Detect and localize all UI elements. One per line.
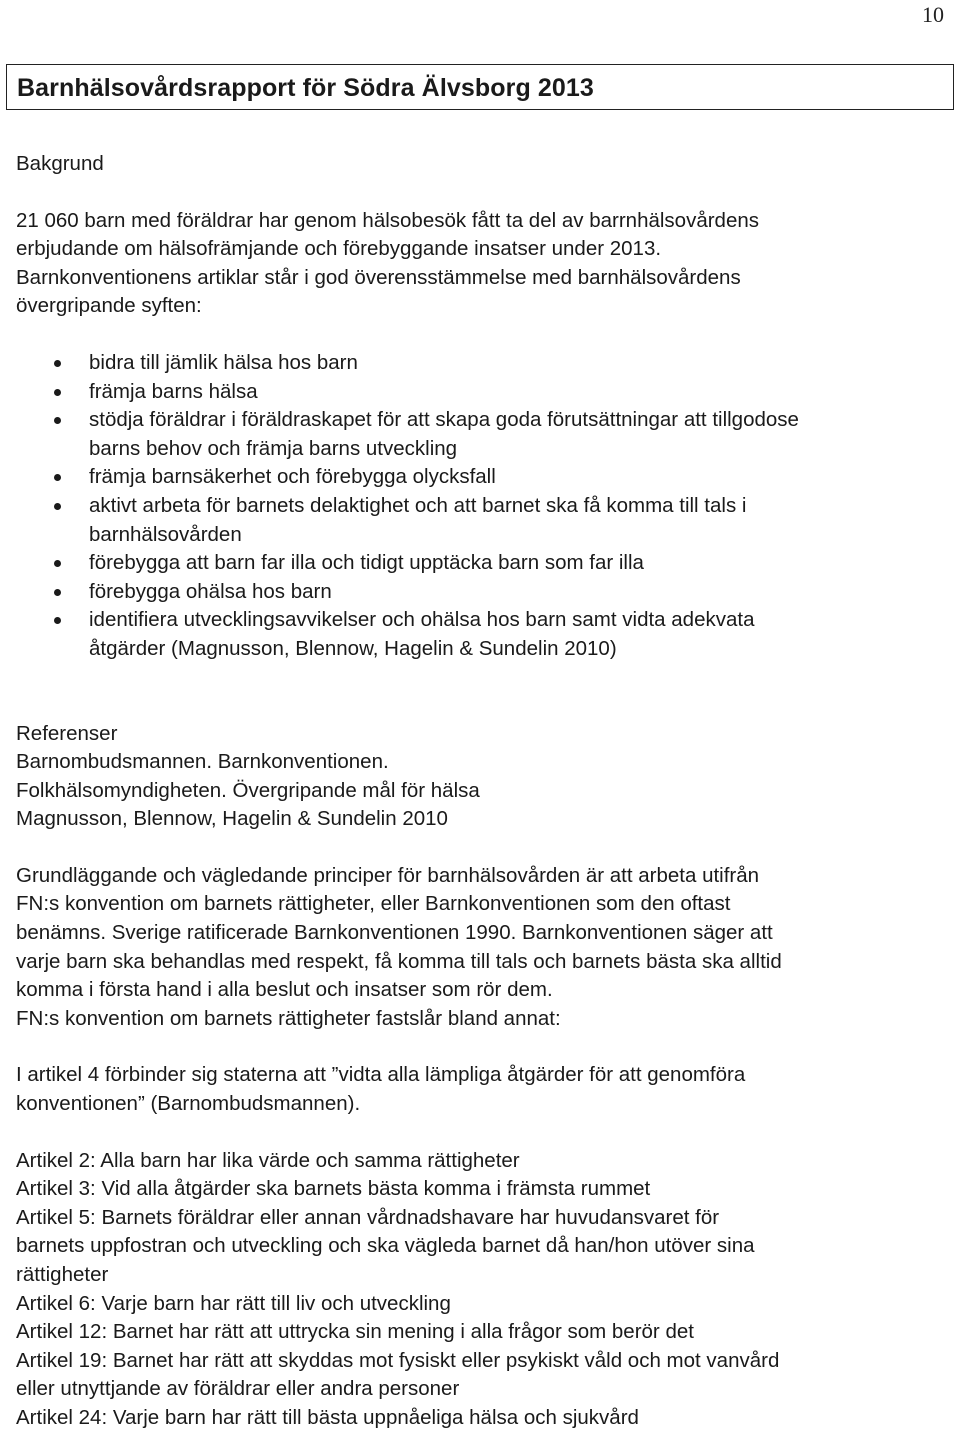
article-line: Artikel 5: Barnets föräldrar eller annan vårdnadshavare har huvudansvaret för (16, 1205, 720, 1229)
reference-item: Magnusson, Blennow, Hagelin & Sundelin 2010 (16, 807, 448, 831)
article-line: Artikel 19: Barnet har rätt att skyddas mot fysiskt eller psykiskt våld och mot vanvård (16, 1348, 780, 1372)
article-line: Artikel 6: Varje barn har rätt till liv och utveckling (16, 1291, 451, 1315)
intro-line: 21 060 barn med föräldrar har genom hälsobesök fått ta del av barrnhälsovårdens (16, 208, 760, 232)
list-item: förebygga ohälsa hos barn (16, 578, 946, 607)
bullet-icon (54, 617, 61, 624)
bullet-icon (54, 389, 61, 396)
bullet-icon (54, 474, 61, 481)
bullet-icon (54, 589, 61, 596)
article-line: Artikel 24: Varje barn har rätt till bästa uppnåeliga hälsa och sjukvård (16, 1405, 639, 1429)
background-heading: Bakgrund (16, 152, 104, 175)
intro-line: erbjudande om hälsofrämjande och förebyggande insatser under 2013. (16, 237, 662, 261)
list-item: främja barns hälsa (16, 378, 946, 407)
article-line: Artikel 2: Alla barn har lika värde och samma rättigheter (16, 1148, 520, 1172)
bullet-icon (54, 360, 61, 367)
references-list (16, 748, 946, 834)
reference-item: Barnombudsmannen. Barnkonventionen. (16, 750, 389, 774)
articles-list (16, 1147, 946, 1433)
article4-paragraph: I artikel 4 förbinder sig staterna att ”vidta alla lämpliga åtgärder för att genomföra konventionen” (Barnombudsmannen). (16, 1063, 746, 1116)
article-line: rättigheter (16, 1263, 109, 1286)
document-body (16, 150, 946, 1433)
article-line: eller utnyttjande av föräldrar eller andra personer (16, 1377, 460, 1401)
list-item: bidra till jämlik hälsa hos barn (16, 349, 946, 378)
intro-line: Barnkonventionens artiklar står i god överensstämmelse med barnhälsovårdens (16, 265, 741, 289)
page-number: 10 (922, 2, 944, 27)
list-item: aktivt arbeta för barnets delaktighet och att barnet ska få komma till tals i barnhälsovården (16, 492, 946, 549)
intro-line: övergripande syften: (16, 294, 202, 318)
bullet-icon (54, 503, 61, 510)
list-item: förebygga att barn far illa och tidigt upptäcka barn som far illa (16, 549, 946, 578)
reference-item: Folkhälsomyndigheten. Övergripande mål för hälsa (16, 778, 480, 802)
references-heading: Referenser (16, 721, 118, 745)
bullet-icon (54, 560, 61, 567)
list-item: identifiera utvecklingsavvikelser och ohälsa hos barn samt vidta adekvata åtgärder (Magnusson, Blennow, Hagelin & Sundelin 2010) (16, 606, 946, 663)
bullet-icon (54, 417, 61, 424)
principles-paragraph: Grundläggande och vägledande principer för barnhälsovården är att arbeta utifrån FN:s konvention om barnets rättigheter, eller Barnkonventionen som den oftast benämns. Sverige ratificerade Barnkonventionen 1990. Barnkonventionen säger att varje barn ska behandlas med respekt, få komma till tals och barnets bästa ska alltid komma i första hand i alla beslut och insatser som rör dem. FN:s konvention om barnets rättigheter fastslår bland annat: (16, 863, 782, 1030)
background-intro (16, 207, 946, 321)
page-title: Barnhälsovårdsrapport för Södra Älvsborg 2013 (6, 64, 954, 110)
list-item: stödja föräldrar i föräldraskapet för att skapa goda förutsättningar att tillgodose barns behov och främja barns utveckling (16, 406, 946, 463)
aims-list (16, 349, 946, 664)
list-item: främja barnsäkerhet och förebygga olycksfall (16, 463, 946, 492)
article-line: Artikel 3: Vid alla åtgärder ska barnets bästa komma i främsta rummet (16, 1177, 651, 1201)
article-line: Artikel 12: Barnet har rätt att uttrycka sin mening i alla frågor som berör det (16, 1320, 694, 1344)
article-line: barnets uppfostran och utveckling och ska vägleda barnet då han/hon utöver sina (16, 1234, 755, 1258)
